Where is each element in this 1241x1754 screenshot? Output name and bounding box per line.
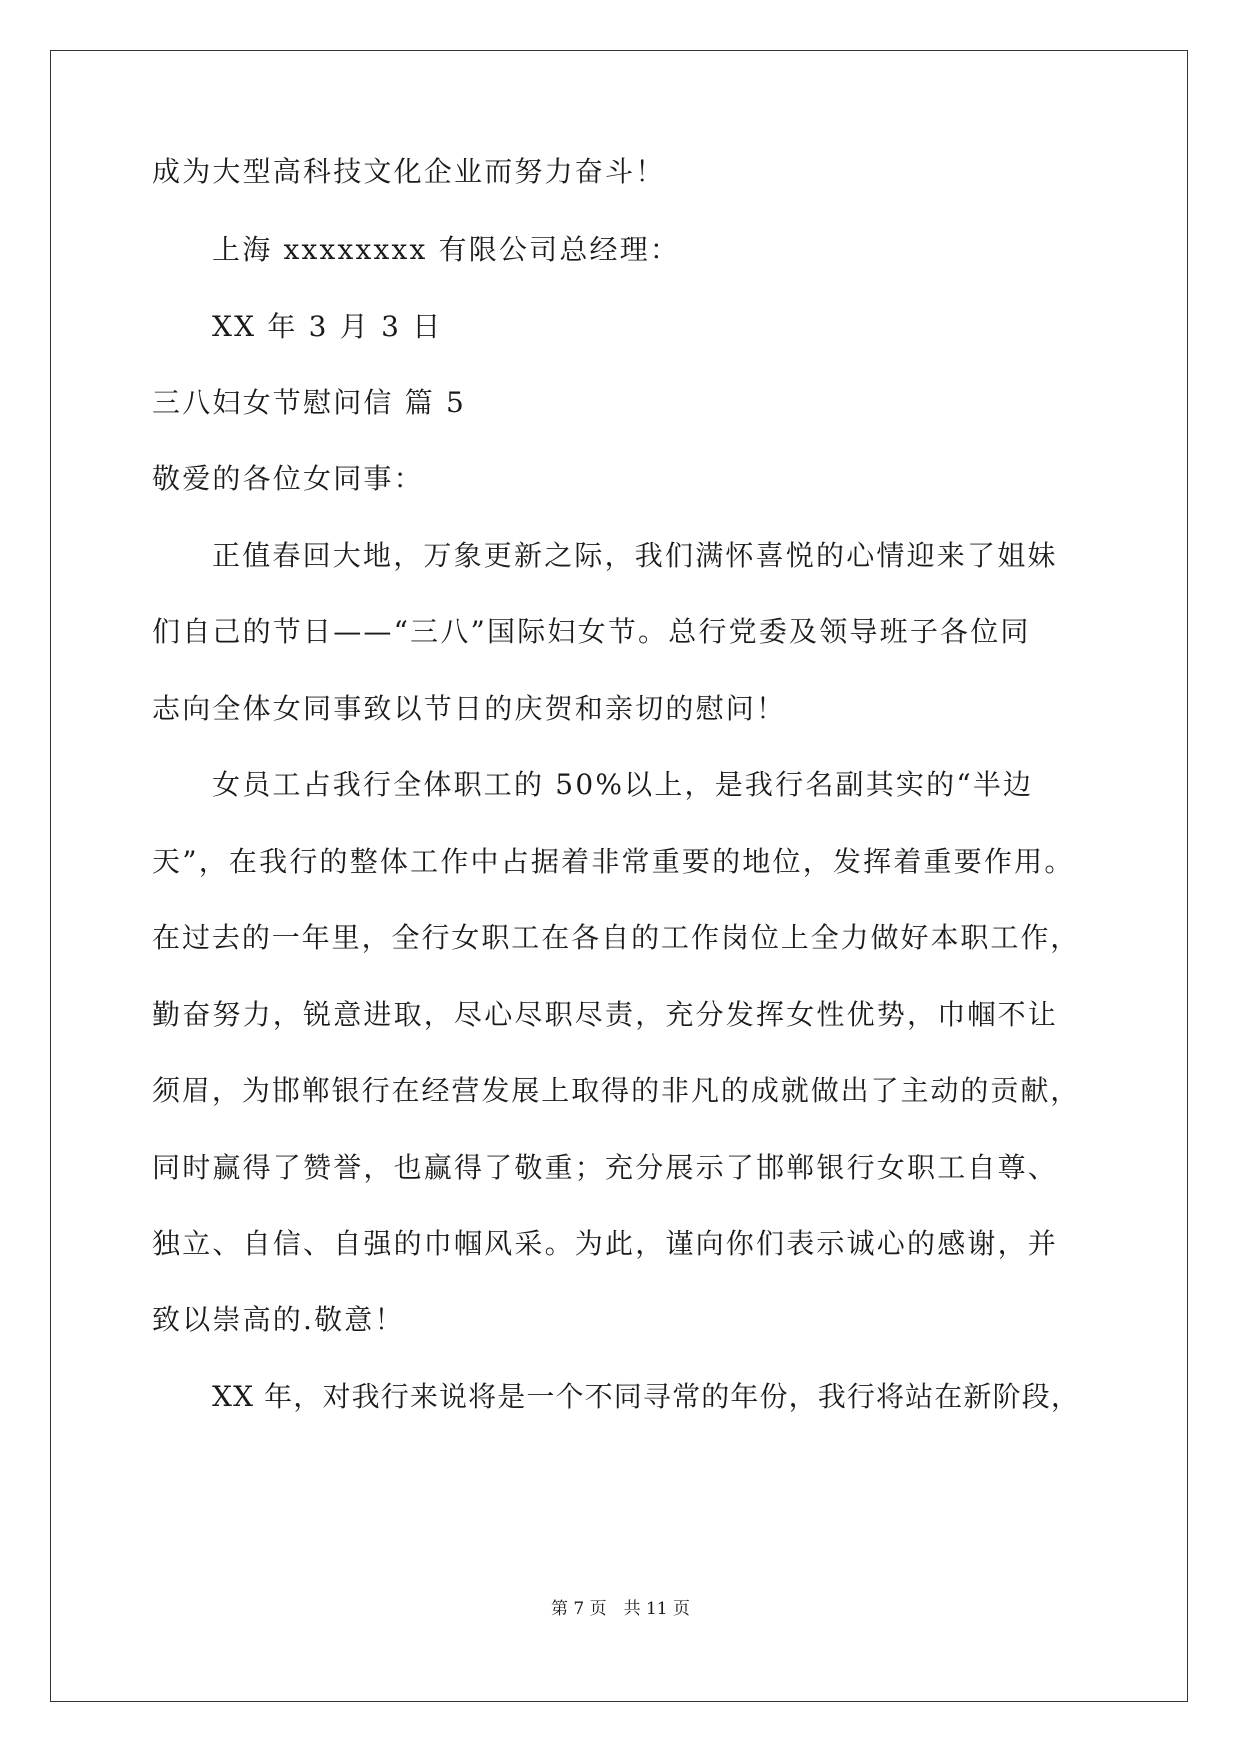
- text-line: 须眉，为邯郸银行在经营发展上取得的非凡的成就做出了主动的贡献，: [152, 1074, 1081, 1107]
- text-line-salutation: 敬爱的各位女同事：: [152, 462, 424, 495]
- text-line: XX 年，对我行来说将是一个不同寻常的年份，我行将站在新阶段，: [212, 1380, 1080, 1413]
- text-line: 们自己的节日——“三八”国际妇女节。总行党委及领导班子各位同: [152, 615, 1031, 648]
- text-line-closing: 成为大型高科技文化企业而努力奋斗！: [152, 155, 666, 188]
- text-line: 勤奋努力，锐意进取，尽心尽职尽责，充分发挥女性优势，巾帼不让: [152, 998, 1059, 1031]
- page-number: 第 7 页 共 11 页: [550, 1599, 691, 1619]
- text-line-signature: 上海 xxxxxxxx 有限公司总经理：: [212, 233, 681, 266]
- text-line: 同时赢得了赞誉，也赢得了敬重；充分展示了邯郸银行女职工自尊、: [152, 1151, 1059, 1184]
- text-line-date: XX 年 3 月 3 日: [212, 310, 443, 343]
- text-line: 志向全体女同事致以节日的庆贺和亲切的慰问！: [152, 692, 787, 725]
- text-line: 在过去的一年里，全行女职工在各自的工作岗位上全力做好本职工作，: [152, 921, 1081, 954]
- text-line: 女员工占我行全体职工的 50%以上，是我行名副其实的“半边: [212, 768, 1034, 801]
- text-line: 天”，在我行的整体工作中占据着非常重要的地位，发挥着重要作用。: [152, 845, 1075, 878]
- text-line: 独立、自信、自强的巾帼风采。为此，谨向你们表示诚心的感谢，并: [152, 1227, 1059, 1260]
- text-line: 致以崇高的.敬意！: [152, 1303, 405, 1336]
- text-line: 正值春回大地，万象更新之际，我们满怀喜悦的心情迎来了姐妹: [212, 539, 1058, 572]
- section-heading: 三八妇女节慰问信 篇 5: [152, 386, 467, 419]
